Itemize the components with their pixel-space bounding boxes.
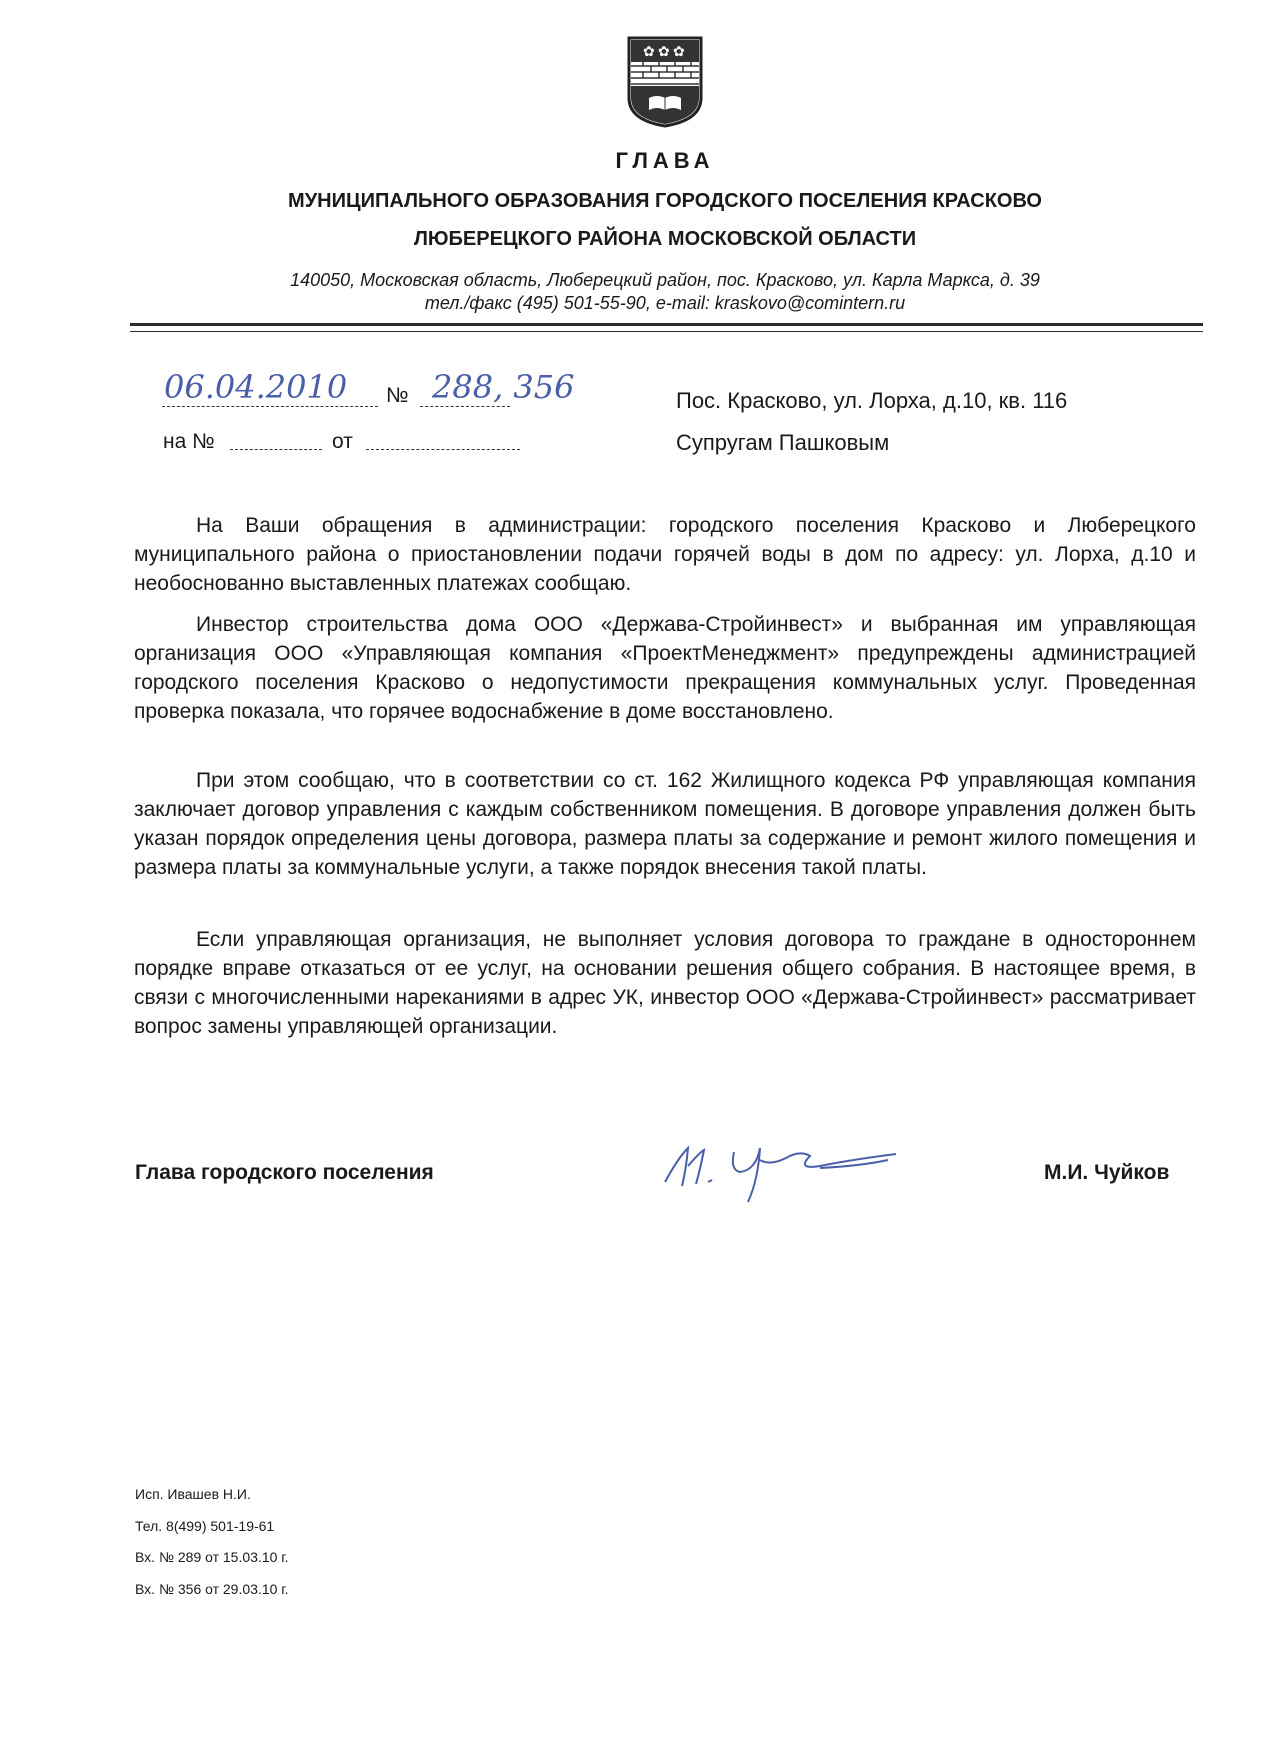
svg-text:✿: ✿ — [658, 44, 670, 60]
header-divider-thin — [130, 331, 1203, 332]
svg-text:✿: ✿ — [643, 44, 655, 60]
signatory-name: М.И. Чуйков — [1044, 1161, 1170, 1184]
coat-of-arms-icon — [627, 36, 703, 128]
signatory-position: Глава городского поселения — [135, 1161, 434, 1184]
number-label: № — [386, 384, 409, 407]
organization-name-line1: МУНИЦИПАЛЬНОГО ОБРАЗОВАНИЯ ГОРОДСКОГО ПОСЕЛЕНИЯ КРАСКОВО — [288, 190, 1042, 212]
body-paragraph-2 — [134, 610, 1196, 726]
number-line — [420, 406, 510, 407]
handwritten-date: 06.04.2010 — [164, 368, 348, 406]
incoming-reference-1: Вх. № 289 от 15.03.10 г. — [135, 1549, 289, 1565]
document-heading: ГЛАВА — [615, 148, 715, 173]
reply-date-label: от — [332, 430, 353, 453]
executor-phone: Тел. 8(499) 501-19-61 — [135, 1518, 275, 1534]
body-paragraph-3 — [134, 766, 1196, 882]
executor-name: Исп. Ивашев Н.И. — [135, 1486, 251, 1502]
date-line — [162, 406, 378, 407]
incoming-reference-2: Вх. № 356 от 29.03.10 г. — [135, 1581, 289, 1597]
body-paragraph-1 — [134, 511, 1196, 598]
svg-text:✿: ✿ — [673, 44, 685, 60]
reply-number-line — [230, 449, 322, 450]
organization-address: 140050, Московская область, Люберецкий район, пос. Красково, ул. Карла Маркса, д. 39 — [290, 270, 1040, 290]
recipient-address: Пос. Красково, ул. Лорха, д.10, кв. 116 — [676, 388, 1068, 413]
paragraph-text: На Ваши обращения в администрации: городского поселения Красково и Люберецкого муниципального района о приостановлении подачи горячей воды в дом по адресу: ул. Лорха, д.10 и необоснованно выставленных платежах сообщаю. — [134, 514, 1196, 595]
handwritten-signature — [660, 1130, 910, 1210]
organization-name-line2: ЛЮБЕРЕЦКОГО РАЙОНА МОСКОВСКОЙ ОБЛАСТИ — [413, 228, 917, 250]
handwritten-number: 288, 356 — [432, 368, 575, 406]
paragraph-text: Инвестор строительства дома ООО «Держава-Стройинвест» и выбранная им управляющая организация ООО «Управляющая компания «ПроектМенеджмент» предупреждены администрацией городского поселения Красково о недопустимости прекращения коммунальных услуг. Проведенная проверка показала, что горячее водоснабжение в доме восстановлено. — [134, 613, 1196, 723]
paragraph-text: При этом сообщаю, что в соответствии со ст. 162 Жилищного кодекса РФ управляющая компания заключает договор управления с каждым собственником помещения. В договоре управления должен быть указан порядок определения цены договора, размера платы за содержание и ремонт жилого помещения и размера платы за коммунальные услуги, а также порядок внесения такой платы. — [134, 769, 1196, 879]
organization-contacts: тел./факс (495) 501-55-90, e-mail: kraskovo@comintern.ru — [424, 293, 906, 313]
header-divider-thick — [130, 323, 1203, 326]
recipient-name: Супругам Пашковым — [676, 430, 890, 455]
body-paragraph-4 — [134, 925, 1196, 1041]
paragraph-text: Если управляющая организация, не выполняет условия договора то граждане в одностороннем порядке вправе отказаться от ее услуг, на основании решения общего собрания. В настоящее время, в связи с многочисленными нареканиями в адрес УК, инвестор ООО «Держава-Стройинвест» рассматривает вопрос замены управляющей организации. — [134, 928, 1196, 1038]
reply-date-line — [366, 449, 520, 450]
reply-number-label: на № — [163, 430, 215, 453]
